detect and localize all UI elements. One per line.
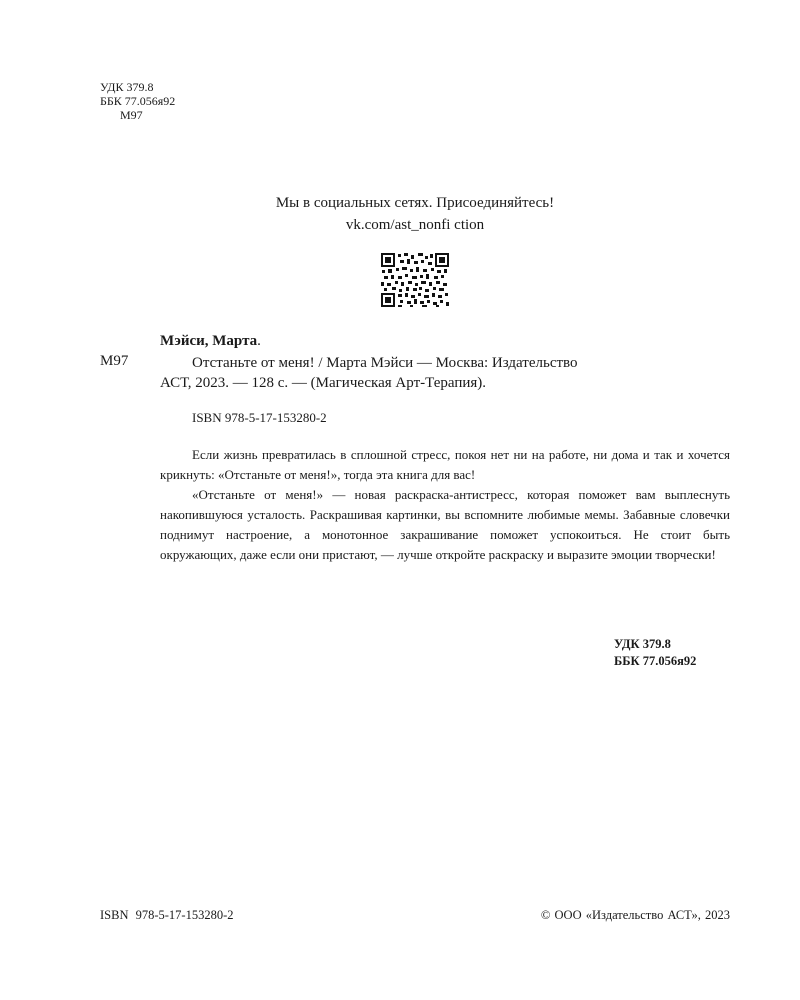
author-period: . [257, 333, 261, 349]
annotation [160, 445, 730, 565]
bibliographic-citation [160, 353, 730, 393]
qr-code-icon [380, 252, 450, 308]
social-link[interactable]: vk.com/ast_nonfi ction [345, 217, 485, 233]
citation-line-1: Отстаньте от меня! / Марта Мэйси — Москва: Издательство [192, 355, 578, 371]
author-name: Мэйси, Марта [160, 333, 258, 349]
social-block [0, 192, 800, 236]
social-invite-text: Мы в социальных сетях. Присоединяйтесь! [275, 195, 555, 211]
isbn-main: ISBN 978-5-17-153280-2 [192, 410, 327, 425]
citation-line-2: АСТ, 2023. — 128 с. — (Магическая Арт-Терапия). [160, 375, 487, 391]
classification-codes-header [100, 80, 175, 122]
udk-code-bold: УДК 379.8 [614, 637, 671, 651]
bbk-code-bold: ББК 77.056я92 [614, 654, 697, 668]
author-mark: М97 [120, 108, 143, 122]
author-heading [160, 333, 261, 350]
annotation-paragraph-2: «Отстаньте от меня!» — новая раскраска-антистресс, которая поможет вам выплеснуть накопившуюся усталость. Раскрашивая картинки, вы вспомните любимые мемы. Забавные словечки поднимут настроение, а монотонное закрашивание поможет успокоиться. Не стоит быть окружающих, даже если они пристают, — лучше откройте раскраску и выразите эмоции творчески! [160, 487, 730, 562]
footer-isbn: ISBN 978-5-17-153280-2 [100, 908, 234, 922]
udk-code: УДК 379.8 [100, 80, 154, 94]
citation-author-mark: М97 [100, 353, 129, 369]
annotation-paragraph-1: Если жизнь превратилась в сплошной стресс, покоя нет ни на работе, ни дома и так и хочется крикнуть: «Отстаньте от меня!», тогда эта книга для вас! [160, 447, 730, 482]
classification-codes-footer [614, 636, 696, 670]
footer-copyright: © ООО «Издательство АСТ», 2023 [540, 908, 730, 922]
bbk-code: ББК 77.056я92 [100, 94, 176, 108]
